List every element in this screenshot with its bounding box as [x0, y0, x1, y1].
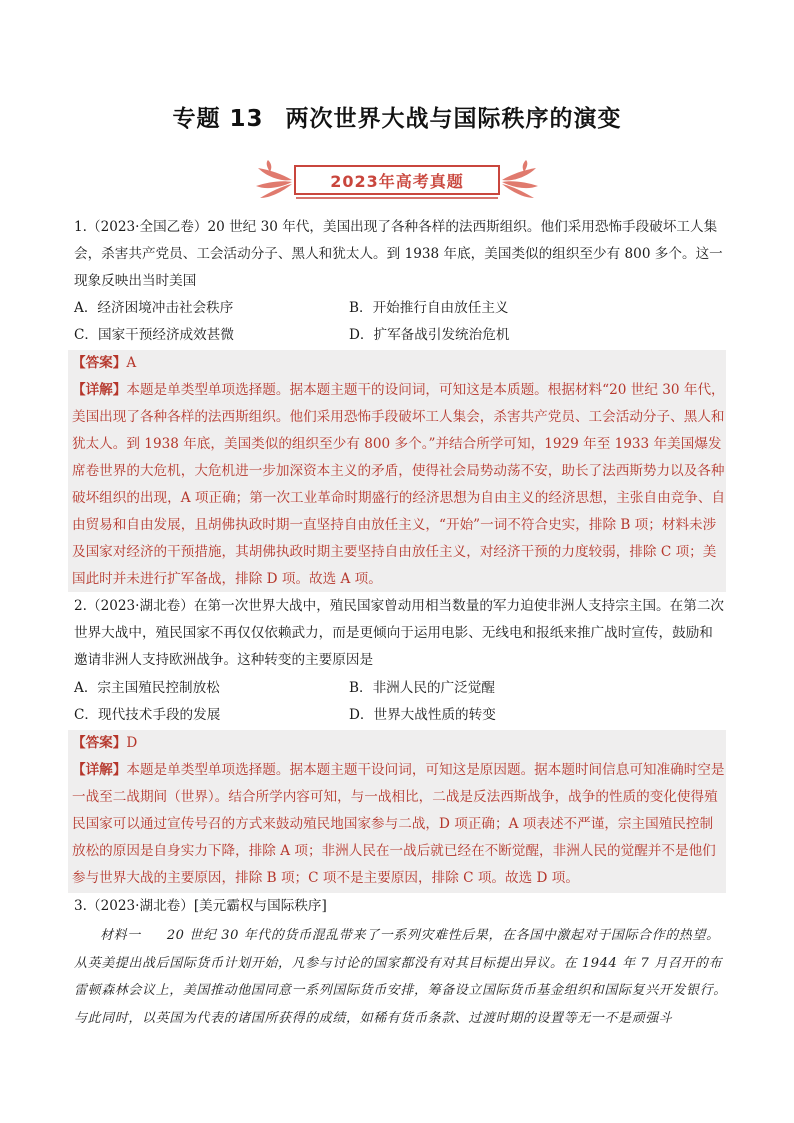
answer-value: D: [126, 735, 138, 751]
answer-line: [72, 350, 726, 377]
option-b: B．开始推行自由放任主义: [349, 300, 509, 316]
question-1-options: [74, 295, 724, 349]
question-3-material: [74, 922, 730, 1032]
question-2-stem: 2.（2023·湖北卷）在第一次世界大战中，殖民国家曾动用相当数量的军力迫使非洲人支持宗主国。在第二次世界大战中，殖民国家不再仅仅依赖武力，而是更倾向于运用电影、无线电和报纸来推广战时宣传，鼓励和邀请非洲人支持欧洲战争。这种转变的主要原因是: [74, 598, 725, 668]
option-b: B．非洲人民的广泛觉醒: [349, 680, 495, 696]
detail-text: [72, 377, 726, 593]
option-d: D．扩军备战引发统治危机: [349, 327, 510, 343]
question-2-answer-block: [68, 730, 726, 893]
answer-label: 【答案】: [72, 355, 127, 371]
question-1-stem: 1.（2023·全国乙卷）20 世纪 30 年代，美国出现了各种各样的法西斯组织。他们采用恐怖手段破坏工人集会，杀害共产党员、工会活动分子、黑人和犹太人。到 1938 年底，美国类似的组织至少有 800 多个。这一现象反映出当时美国: [74, 219, 723, 289]
answer-line: [72, 730, 726, 757]
answer-label: 【答案】: [72, 735, 127, 751]
detail-body: 本题是单类型单项选择题。据本题主题干的设问词，可知这是本质题。根据材料“20 世纪 30 年代，美国出现了各种各样的法西斯组织。他们采用恐怖手段破坏工人集会，杀害共产党员、工会活动分子、黑人和犹太人。到 1938 年底，美国类似的组织至少有 800 多个。”并结合所学可知，1929 年至 1933 年美国爆发席卷世界的大危机，大危机进一步加深资本主义的矛盾，使得社会局势动荡不安，助长了法西斯势力以及各种破坏组织的出现，A 项正确；第一次工业革命时期盛行的经济思想为自由主义的经济思想，主张自由竞争、自由贸易和自由发展，且胡佛执政时期一直坚持自由放任主义，“开始”一词不符合史实，排除 B 项；材料未涉及国家对经济的干预措施，其胡佛执政时期主要坚持自由放任主义，对经济干预的力度较弱，排除 C 项；美国此时并未进行扩军备战，排除 D 项。故选 A 项。: [72, 382, 726, 587]
question-3-stem: 3.（2023·湖北卷）[美元霸权与国际秩序]: [74, 898, 327, 914]
material-body: 20 世纪 30 年代的货币混乱带来了一系列灾难性后果，在各国中激起对于国际合作的热望。从英美提出战后国际货币计划开始，凡参与讨论的国家都没有对其目标提出异议。在 1944 年 7 月召开的布雷顿森林会议上，美国推动他国同意一系列国际货币安排，筹备设立国际货币基金组织和国际复兴开发银行。与此同时，以英国为代表的诸国所获得的成绩，如稀有货币条款、过渡时期的设置等无一不是顽强斗: [74, 928, 727, 1026]
question-3: [74, 893, 724, 920]
title-prefix: 专题 13: [172, 106, 264, 132]
section-banner: [252, 160, 542, 202]
question-2: [74, 593, 724, 674]
detail-body: 本题是单类型单项选择题。据本题主题干设问词，可知这是原因题。据本题时间信息可知准确时空是一战至二战期间（世界）。结合所学内容可知，与一战相比，二战是反法西斯战争，战争的性质的变化使得殖民国家可以通过宣传号召的方式来鼓动殖民地国家参与二战，D 项正确；A 项表述不严谨，宗主国殖民控制放松的原因是自身实力下降，排除 A 项；非洲人民在一战后就已经在不断觉醒，非洲人民的觉醒并不是他们参与世界大战的主要原因，排除 B 项；C 项不是主要原因，排除 C 项。故选 D 项。: [72, 762, 725, 886]
option-c: C．现代技术手段的发展: [74, 707, 221, 723]
page-title: [0, 100, 794, 133]
option-d: D．世界大战性质的转变: [349, 707, 496, 723]
option-c: C．国家干预经济成效甚微: [74, 327, 234, 343]
detail-text: [72, 757, 726, 892]
banner-label: 2023年高考真题: [330, 171, 464, 191]
question-1-answer-block: [68, 350, 726, 592]
answer-value: A: [126, 355, 137, 371]
detail-label: 【详解】: [72, 762, 127, 778]
banner-label-box: [294, 165, 500, 195]
title-main: 两次世界大战与国际秩序的演变: [285, 106, 622, 132]
option-a: A．经济困境冲击社会秩序: [74, 300, 234, 316]
option-a: A．宗主国殖民控制放松: [74, 680, 220, 696]
question-2-options: [74, 675, 724, 729]
material-label: 材料一: [100, 928, 141, 943]
detail-label: 【详解】: [72, 382, 127, 398]
question-1: [74, 214, 724, 295]
